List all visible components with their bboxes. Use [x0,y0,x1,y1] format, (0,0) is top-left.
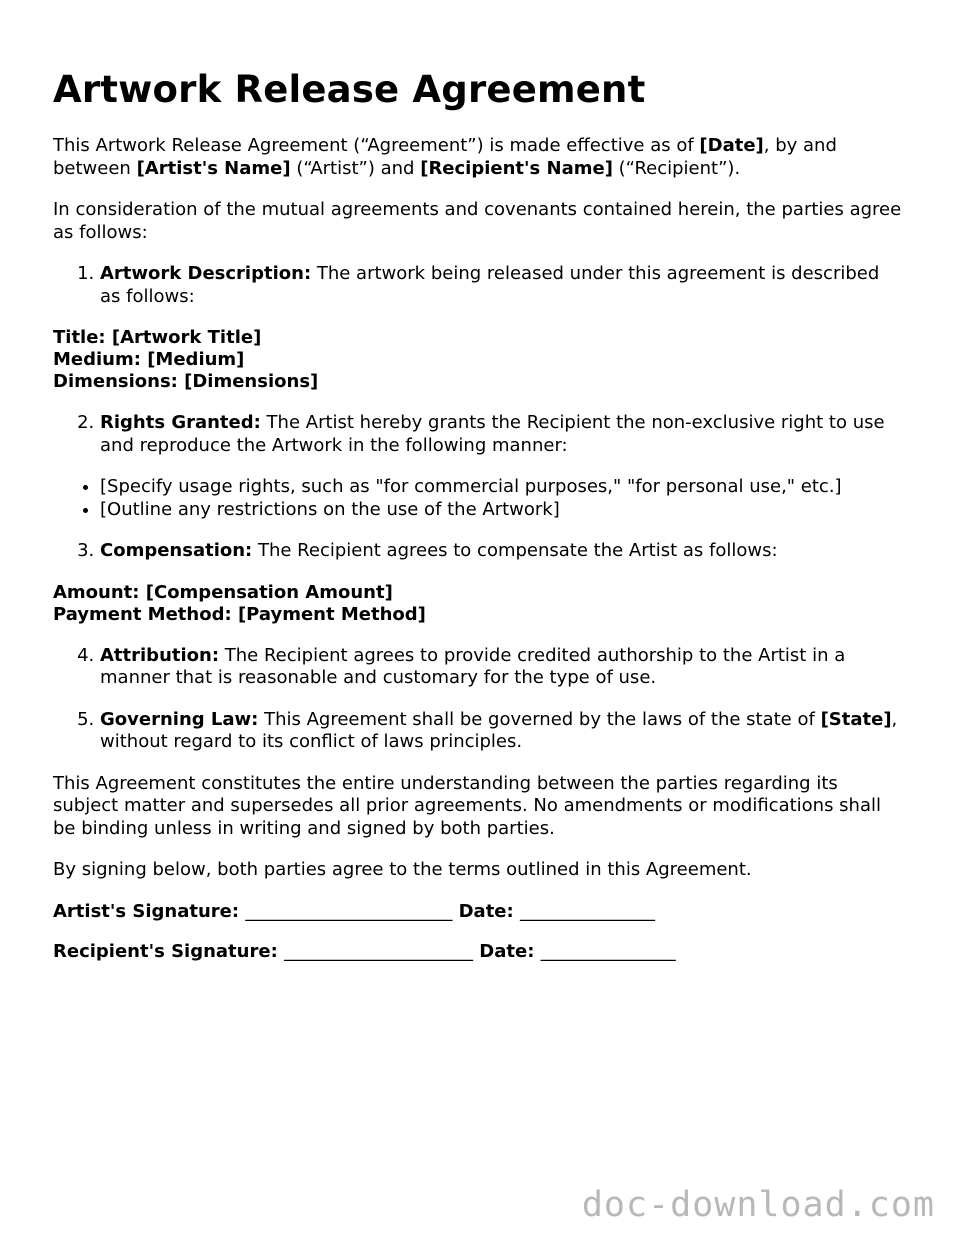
state-placeholder: [State] [820,708,892,730]
section-text: The Recipient agrees to provide credited authorship to the Artist in a manner that is reasonable and customary for the type of use. [100,644,846,688]
date-label: Date: [473,941,541,962]
section-text: The artwork being released under this agreement is described as follows: [100,263,880,307]
section-governing-law [100,709,903,754]
section-list-1 [53,263,903,308]
artwork-title-field: Title: [Artwork Title] [53,327,262,348]
intro-text-3: (“Artist”) and [290,157,421,179]
medium-field: Medium: [Medium] [53,349,245,370]
date-placeholder: [Date] [699,135,764,156]
section-list-3 [53,540,903,563]
amount-field: Amount: [Compensation Amount] [53,581,393,603]
signing-paragraph: By signing below, both parties agree to the terms outlined in this Agreement. [53,859,752,880]
intro-paragraph [53,135,903,180]
intro-text-2: , by and between [53,135,837,179]
date-label: Date: [452,900,520,922]
payment-method-field: Payment Method: [Payment Method] [53,603,426,625]
consideration-paragraph: In consideration of the mutual agreements and covenants contained herein, the parties agree as follows: [53,199,902,243]
section-compensation [100,540,903,563]
recipient-signature-line [53,941,903,964]
artist-signature-blank[interactable]: _______________________ [245,900,453,922]
intro-text-4: (“Recipient”). [612,157,741,179]
document-title: Artwork Release Agreement [53,68,646,111]
list-item: • [Outline any restrictions on the use of the Artwork] [100,499,903,522]
list-item: • [Specify usage rights, such as "for commercial purposes," "for personal use," etc.] [100,476,903,499]
recipient-date-blank[interactable]: _______________ [540,941,676,962]
section-heading: Rights Granted: [100,412,261,433]
entire-agreement-paragraph: This Agreement constitutes the entire understanding between the parties regarding its subject matter and supersedes all prior agreements. No amendments or modifications shall be binding unless in writing and signed by both parties. [53,772,881,839]
section-heading: Compensation: [100,540,253,561]
section-text: This Agreement shall be governed by the laws of the state of [258,708,821,730]
section-heading: Artwork Description: [100,263,312,284]
artist-name-placeholder: [Artist's Name] [136,157,291,179]
recipient-name-placeholder: [Recipient's Name] [420,157,613,179]
section-list-4 [53,645,903,754]
artwork-fields [53,327,903,393]
section-rights-granted [100,412,903,457]
intro-text-1: This Artwork Release Agreement (“Agreement”) is made effective as of [53,135,700,156]
section-attribution [100,645,903,690]
artist-signature-line [53,901,903,924]
watermark-logo [540,1180,940,1230]
section-heading: Attribution: [100,644,220,666]
section-list-2 [53,412,903,457]
dimensions-field: Dimensions: [Dimensions] [53,371,319,392]
document-page [53,62,903,982]
artist-date-blank[interactable]: _______________ [519,900,655,922]
usage-rights-list [53,476,903,521]
section-text: , without regard to its conflict of laws principles. [100,708,898,752]
artist-signature-label: Artist's Signature: [53,900,246,922]
recipient-signature-label: Recipient's Signature: [53,941,285,962]
section-text: The Recipient agrees to compensate the Artist as follows: [252,540,778,561]
section-heading: Governing Law: [100,708,259,730]
section-artwork-description [100,263,903,308]
recipient-signature-blank[interactable]: _____________________ [284,941,474,962]
section-text: The Artist hereby grants the Recipient the non-exclusive right to use and reproduce the Artwork in the following manner: [100,412,885,456]
svg-text:doc-download.com: doc-download.com [581,1185,935,1225]
compensation-fields [53,582,903,626]
